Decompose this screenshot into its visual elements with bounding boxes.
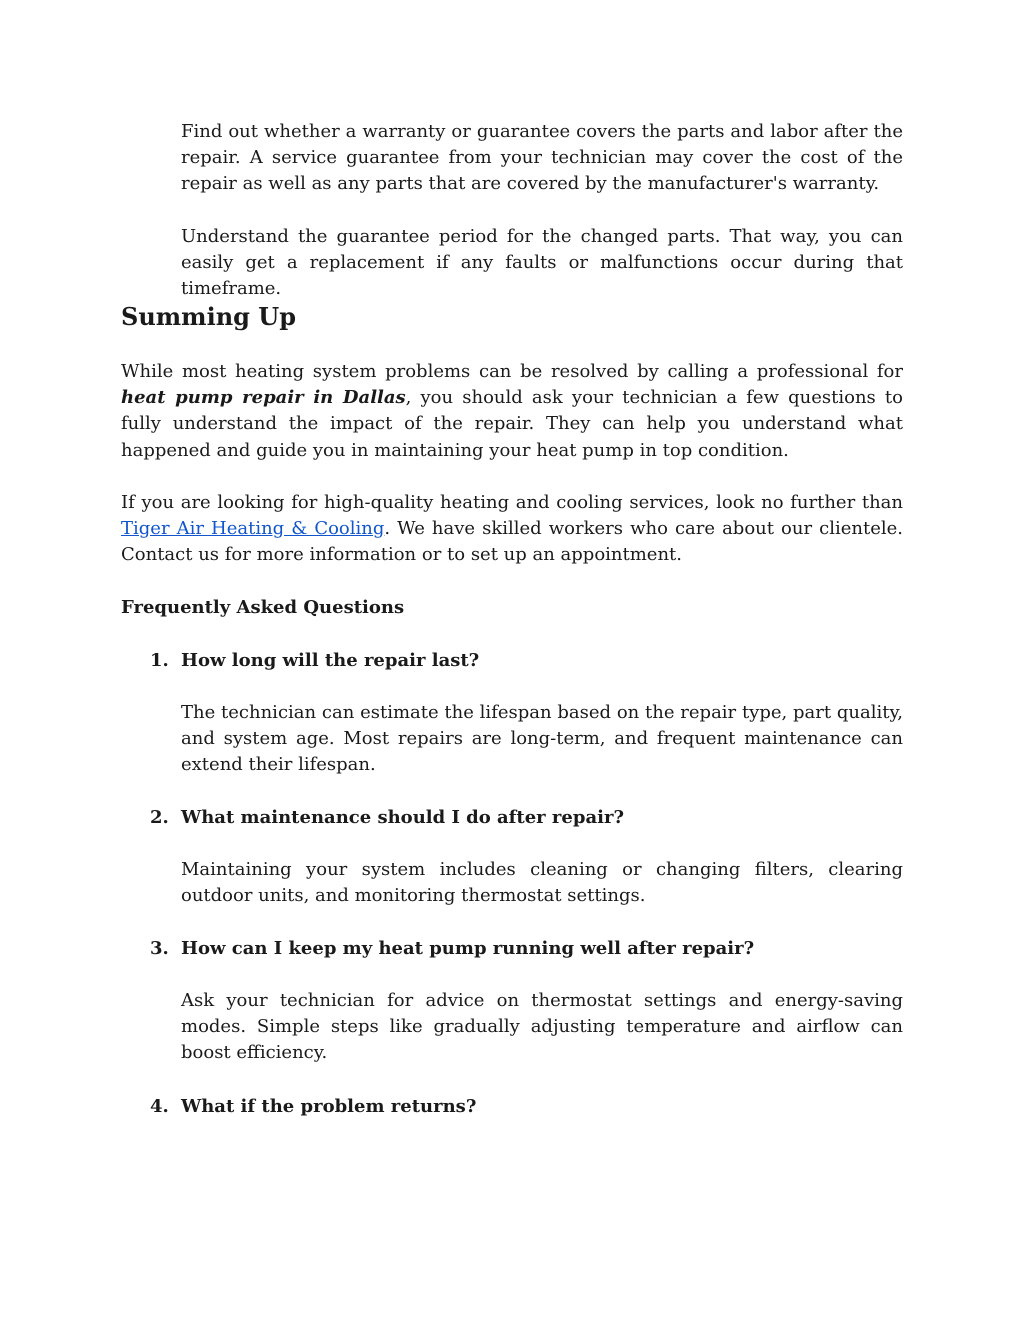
faq-question-text-4: What if the problem returns? — [181, 1096, 477, 1117]
contact-text-end: . We have skilled workers who care about our clientele. Contact us for more information or to set up an appointment. — [121, 518, 903, 566]
summing-up-text-start: While most heating system problems can be resolved by calling a professional for — [121, 361, 903, 382]
heat-pump-repair-emphasis: heat pump repair in Dallas — [121, 387, 406, 409]
faq-number-3: 3. — [150, 938, 169, 959]
guarantee-period-paragraph: Understand the guarantee period for the changed parts. That way, you can easily get a replacement if any faults or malfunctions occur during that timeframe. — [181, 226, 903, 300]
faq-heading: Frequently Asked Questions — [121, 597, 405, 618]
tiger-air-link[interactable]: Tiger Air Heating & Cooling — [121, 518, 385, 540]
faq-number-1: 1. — [150, 650, 169, 671]
contact-paragraph — [121, 490, 903, 569]
faq-answer-3: Ask your technician for advice on thermostat settings and energy-saving modes. Simple steps like gradually adjusting temperature and airflow can boost efficiency. — [181, 990, 903, 1064]
faq-number-4: 4. — [150, 1096, 169, 1117]
faq-answer-1: The technician can estimate the lifespan based on the repair type, part quality, and system age. Most repairs are long-term, and frequent maintenance can extend their lifespan. — [181, 702, 903, 776]
summing-up-heading: Summing Up — [121, 302, 296, 331]
contact-text-start: If you are looking for high-quality heating and cooling services, look no further than — [121, 492, 903, 513]
faq-answer-2: Maintaining your system includes cleaning or changing filters, clearing outdoor units, and monitoring thermostat settings. — [181, 859, 903, 907]
faq-question-text-2: What maintenance should I do after repair? — [181, 807, 624, 828]
summing-up-paragraph — [121, 359, 903, 464]
faq-question-text-3: How can I keep my heat pump running well after repair? — [181, 938, 755, 959]
summing-up-text-end: , you should ask your technician a few questions to fully understand the impact of the repair. They can help you understand what happened and guide you in maintaining your heat pump in top condition. — [121, 387, 903, 461]
faq-number-2: 2. — [150, 807, 169, 828]
faq-question-text-1: How long will the repair last? — [181, 650, 480, 671]
warranty-paragraph: Find out whether a warranty or guarantee covers the parts and labor after the repair. A service guarantee from your technician may cover the cost of the repair as well as any parts that are covered by the manufacturer's warranty. — [181, 121, 903, 195]
